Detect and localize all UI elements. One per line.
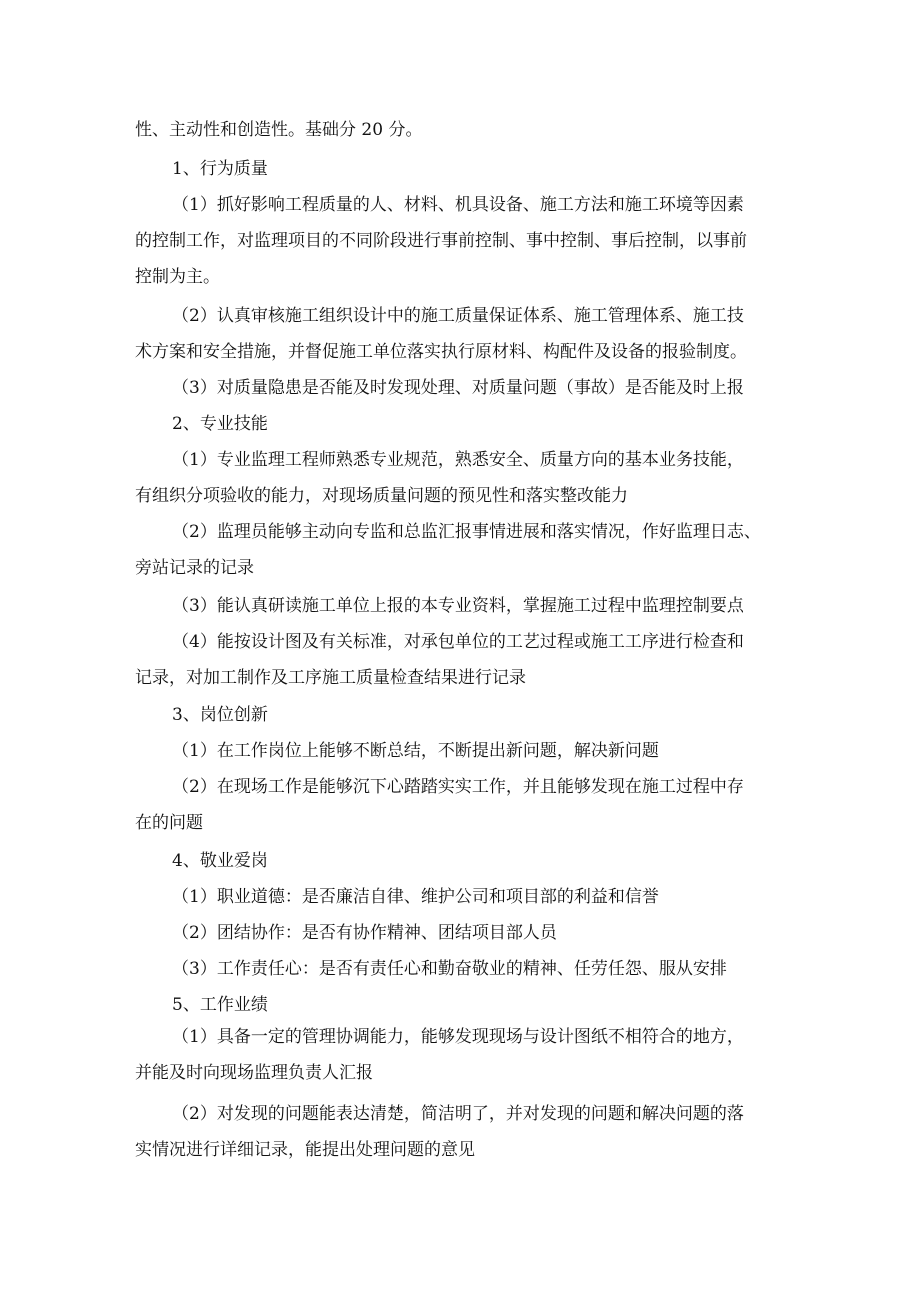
paragraph-line: （1）抓好影响工程质量的人、材料、机具设备、施工方法和施工环境等因素 <box>172 195 744 215</box>
paragraph-line: 并能及时向现场监理负责人汇报 <box>135 1063 373 1083</box>
paragraph-line: 在的问题 <box>135 813 203 833</box>
paragraph-line: （1）在工作岗位上能够不断总结，不断提出新问题，解决新问题 <box>172 741 659 761</box>
paragraph-line: 控制为主。 <box>135 267 220 287</box>
paragraph-line: （1）专业监理工程师熟悉专业规范，熟悉安全、质量方向的基本业务技能， <box>172 450 744 470</box>
paragraph-line: （3）工作责任心：是否有责任心和勤奋敬业的精神、任劳任怨、服从安排 <box>172 959 727 979</box>
section-heading-professional-skills: 2、专业技能 <box>172 414 268 434</box>
continuation-line: 性、主动性和创造性。基础分 20 分。 <box>135 120 423 140</box>
paragraph-line: （2）对发现的问题能表达清楚，简洁明了，并对发现的问题和解决问题的落 <box>172 1104 744 1124</box>
paragraph-line: 有组织分项验收的能力，对现场质量问题的预见性和落实整改能力 <box>135 486 628 506</box>
section-heading-innovation: 3、岗位创新 <box>172 705 268 725</box>
paragraph-line: （4）能按设计图及有关标准，对承包单位的工艺过程或施工工序进行检查和 <box>172 632 744 652</box>
paragraph-line: （1）具备一定的管理协调能力，能够发现现场与设计图纸不相符合的地方， <box>172 1027 744 1047</box>
paragraph-line: 记录，对加工制作及工序施工质量检查结果进行记录 <box>135 668 526 688</box>
paragraph-line: （3）对质量隐患是否能及时发现处理、对质量问题（事故）是否能及时上报 <box>172 378 744 398</box>
paragraph-line: （2）监理员能够主动向专监和总监汇报事情进展和落实情况，作好监理日志、 <box>172 522 761 542</box>
paragraph-line: （3）能认真研读施工单位上报的本专业资料，掌握施工过程中监理控制要点 <box>172 596 744 616</box>
paragraph-line: （2）认真审核施工组织设计中的施工质量保证体系、施工管理体系、施工技 <box>172 306 744 326</box>
paragraph-line: 的控制工作，对监理项目的不同阶段进行事前控制、事中控制、事后控制，以事前 <box>135 231 747 251</box>
section-heading-behavior-quality: 1、行为质量 <box>172 159 268 179</box>
paragraph-line: （2）团结协作：是否有协作精神、团结项目部人员 <box>172 923 557 943</box>
paragraph-line: （2）在现场工作是能够沉下心踏踏实实工作，并且能够发现在施工过程中存 <box>172 777 744 797</box>
section-heading-performance: 5、工作业绩 <box>172 995 268 1015</box>
paragraph-line: 旁站记录的记录 <box>135 558 254 578</box>
paragraph-line: （1）职业道德：是否廉洁自律、维护公司和项目部的利益和信誉 <box>172 887 659 907</box>
section-heading-dedication: 4、敬业爱岗 <box>172 851 268 871</box>
paragraph-line: 术方案和安全措施，并督促施工单位落实执行原材料、构配件及设备的报验制度。 <box>135 342 747 362</box>
paragraph-line: 实情况进行详细记录，能提出处理问题的意见 <box>135 1140 475 1160</box>
